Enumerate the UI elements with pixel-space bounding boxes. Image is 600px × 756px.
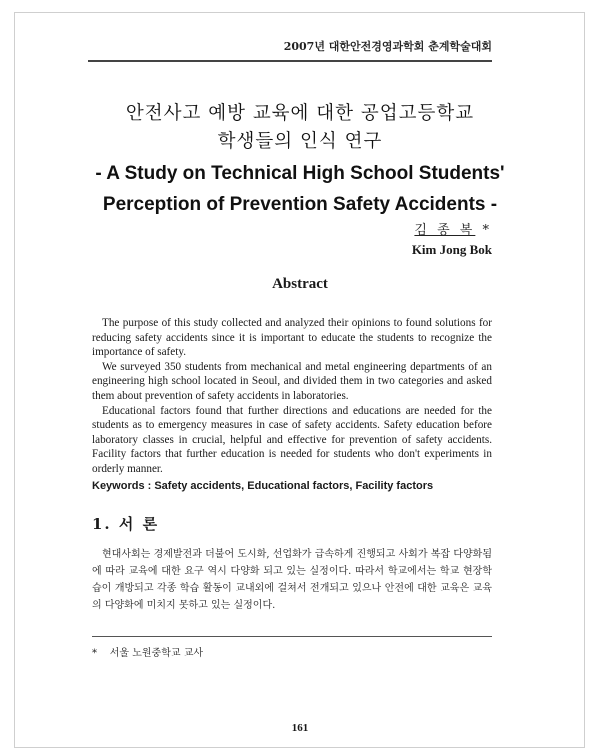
section-heading: 1. 서 론	[92, 515, 160, 533]
author-korean	[412, 219, 492, 238]
page-number: 161	[291, 722, 309, 734]
title-english-line1: - A Study on Technical High School Students'	[95, 163, 505, 184]
title-block	[60, 100, 540, 218]
footnote-rule	[92, 636, 492, 637]
keywords: Keywords : Safety accidents, Educational factors, Facility factors	[92, 479, 434, 492]
title-korean-line1: 안전사고 예방 교육에 대한 공업고등학교	[125, 103, 475, 124]
abstract-heading: Abstract	[272, 276, 328, 292]
footnote-marker: *	[92, 648, 97, 659]
abstract-paragraph: Educational factors found that further directions and educations are needed for the students as to emergency measures in case of safety accidents. Safety education before laboratory classes in crucial, helpful and effective for prevention of safety accidents. Facility factors that further education is needed for students who don't experiments in orderly manner.	[92, 404, 492, 475]
abstract-body	[92, 316, 492, 493]
author-korean-name: 김 종 복	[414, 223, 476, 238]
abstract-paragraph: We surveyed 350 students from mechanical and metal engineering departments of an engineering high school located in Seoul, and divided them in two categories and asked them about prevention of safety accidents in laboratories.	[92, 360, 492, 402]
title-korean-line2: 학생들의 인식 연구	[217, 131, 383, 152]
header-rule	[88, 60, 492, 62]
author-block	[412, 219, 492, 258]
running-header: 2007년 대한안전경영과학회 춘계학술대회	[283, 40, 492, 53]
author-marker: *	[482, 223, 492, 238]
footnote-text: 서울 노원중학교 교사	[109, 648, 204, 659]
title-english-line2: Perception of Prevention Safety Accidents -	[102, 194, 498, 215]
footnote	[92, 644, 203, 659]
section-body: 현대사회는 경제발전과 더불어 도시화, 선업화가 급속하게 진행되고 사회가 복잡 다양화됨에 따라 교육에 대한 요구 역시 다양화 되고 있는 실정이다. 따라서 학교에서는 학교 현장학습이 개방되고 각종 학습 활동이 교내외에 걸쳐서 전개되고 있으나 안전에 대한 교육은 교육의 다양화에 미치지 못하고 있는 실정이다.	[92, 549, 492, 611]
author-english-name: Kim Jong Bok	[411, 242, 492, 257]
abstract-paragraph: The purpose of this study collected and analyzed their opinions to found solutions for reducing safety accidents since it is important to educate the students to recognize the importance of safety.	[92, 317, 492, 359]
